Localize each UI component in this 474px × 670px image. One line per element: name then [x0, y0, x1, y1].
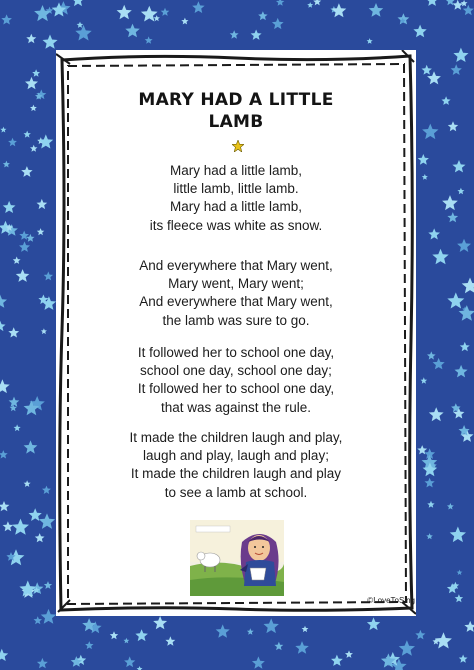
poem-line: And everywhere that Mary went,: [139, 294, 333, 310]
poem-line: It followed her to school one day,: [137, 345, 335, 360]
poem-title-line2: LAMB: [208, 112, 264, 132]
star-icon: [232, 140, 244, 152]
poem-line: school one day, school one day;: [140, 363, 332, 379]
poem-line: Mary had a little lamb,: [169, 163, 303, 178]
poem-line: It made the children laugh and play: [130, 466, 342, 482]
poem-line: the lamb was sure to go.: [162, 312, 310, 328]
poem-line: laugh and play, laugh and play;: [143, 448, 329, 464]
copyright-text: ©LoveToSing: [367, 596, 415, 605]
poem-line: It followed her to school one day,: [137, 381, 335, 397]
poem-line: to see a lamb at school.: [164, 484, 308, 500]
stanza-2: [56, 257, 416, 330]
poem-line: Mary went, Mary went;: [168, 276, 304, 292]
poem-line: Mary had a little lamb,: [169, 199, 303, 215]
stanza-3: [56, 344, 416, 417]
poem-line: its fleece was white as snow.: [149, 217, 323, 233]
mary-and-lamb-illustration: [190, 520, 284, 596]
poem-line: that was against the rule.: [160, 399, 312, 415]
poem-title: MARY HAD A LITTLE: [138, 90, 334, 110]
poem-line: It made the children laugh and play,: [129, 430, 343, 445]
poem-line: And everywhere that Mary went,: [139, 258, 333, 273]
stanza-1: [56, 162, 416, 235]
stanza-4: [56, 429, 416, 502]
poem-line: little lamb, little lamb.: [173, 181, 299, 197]
